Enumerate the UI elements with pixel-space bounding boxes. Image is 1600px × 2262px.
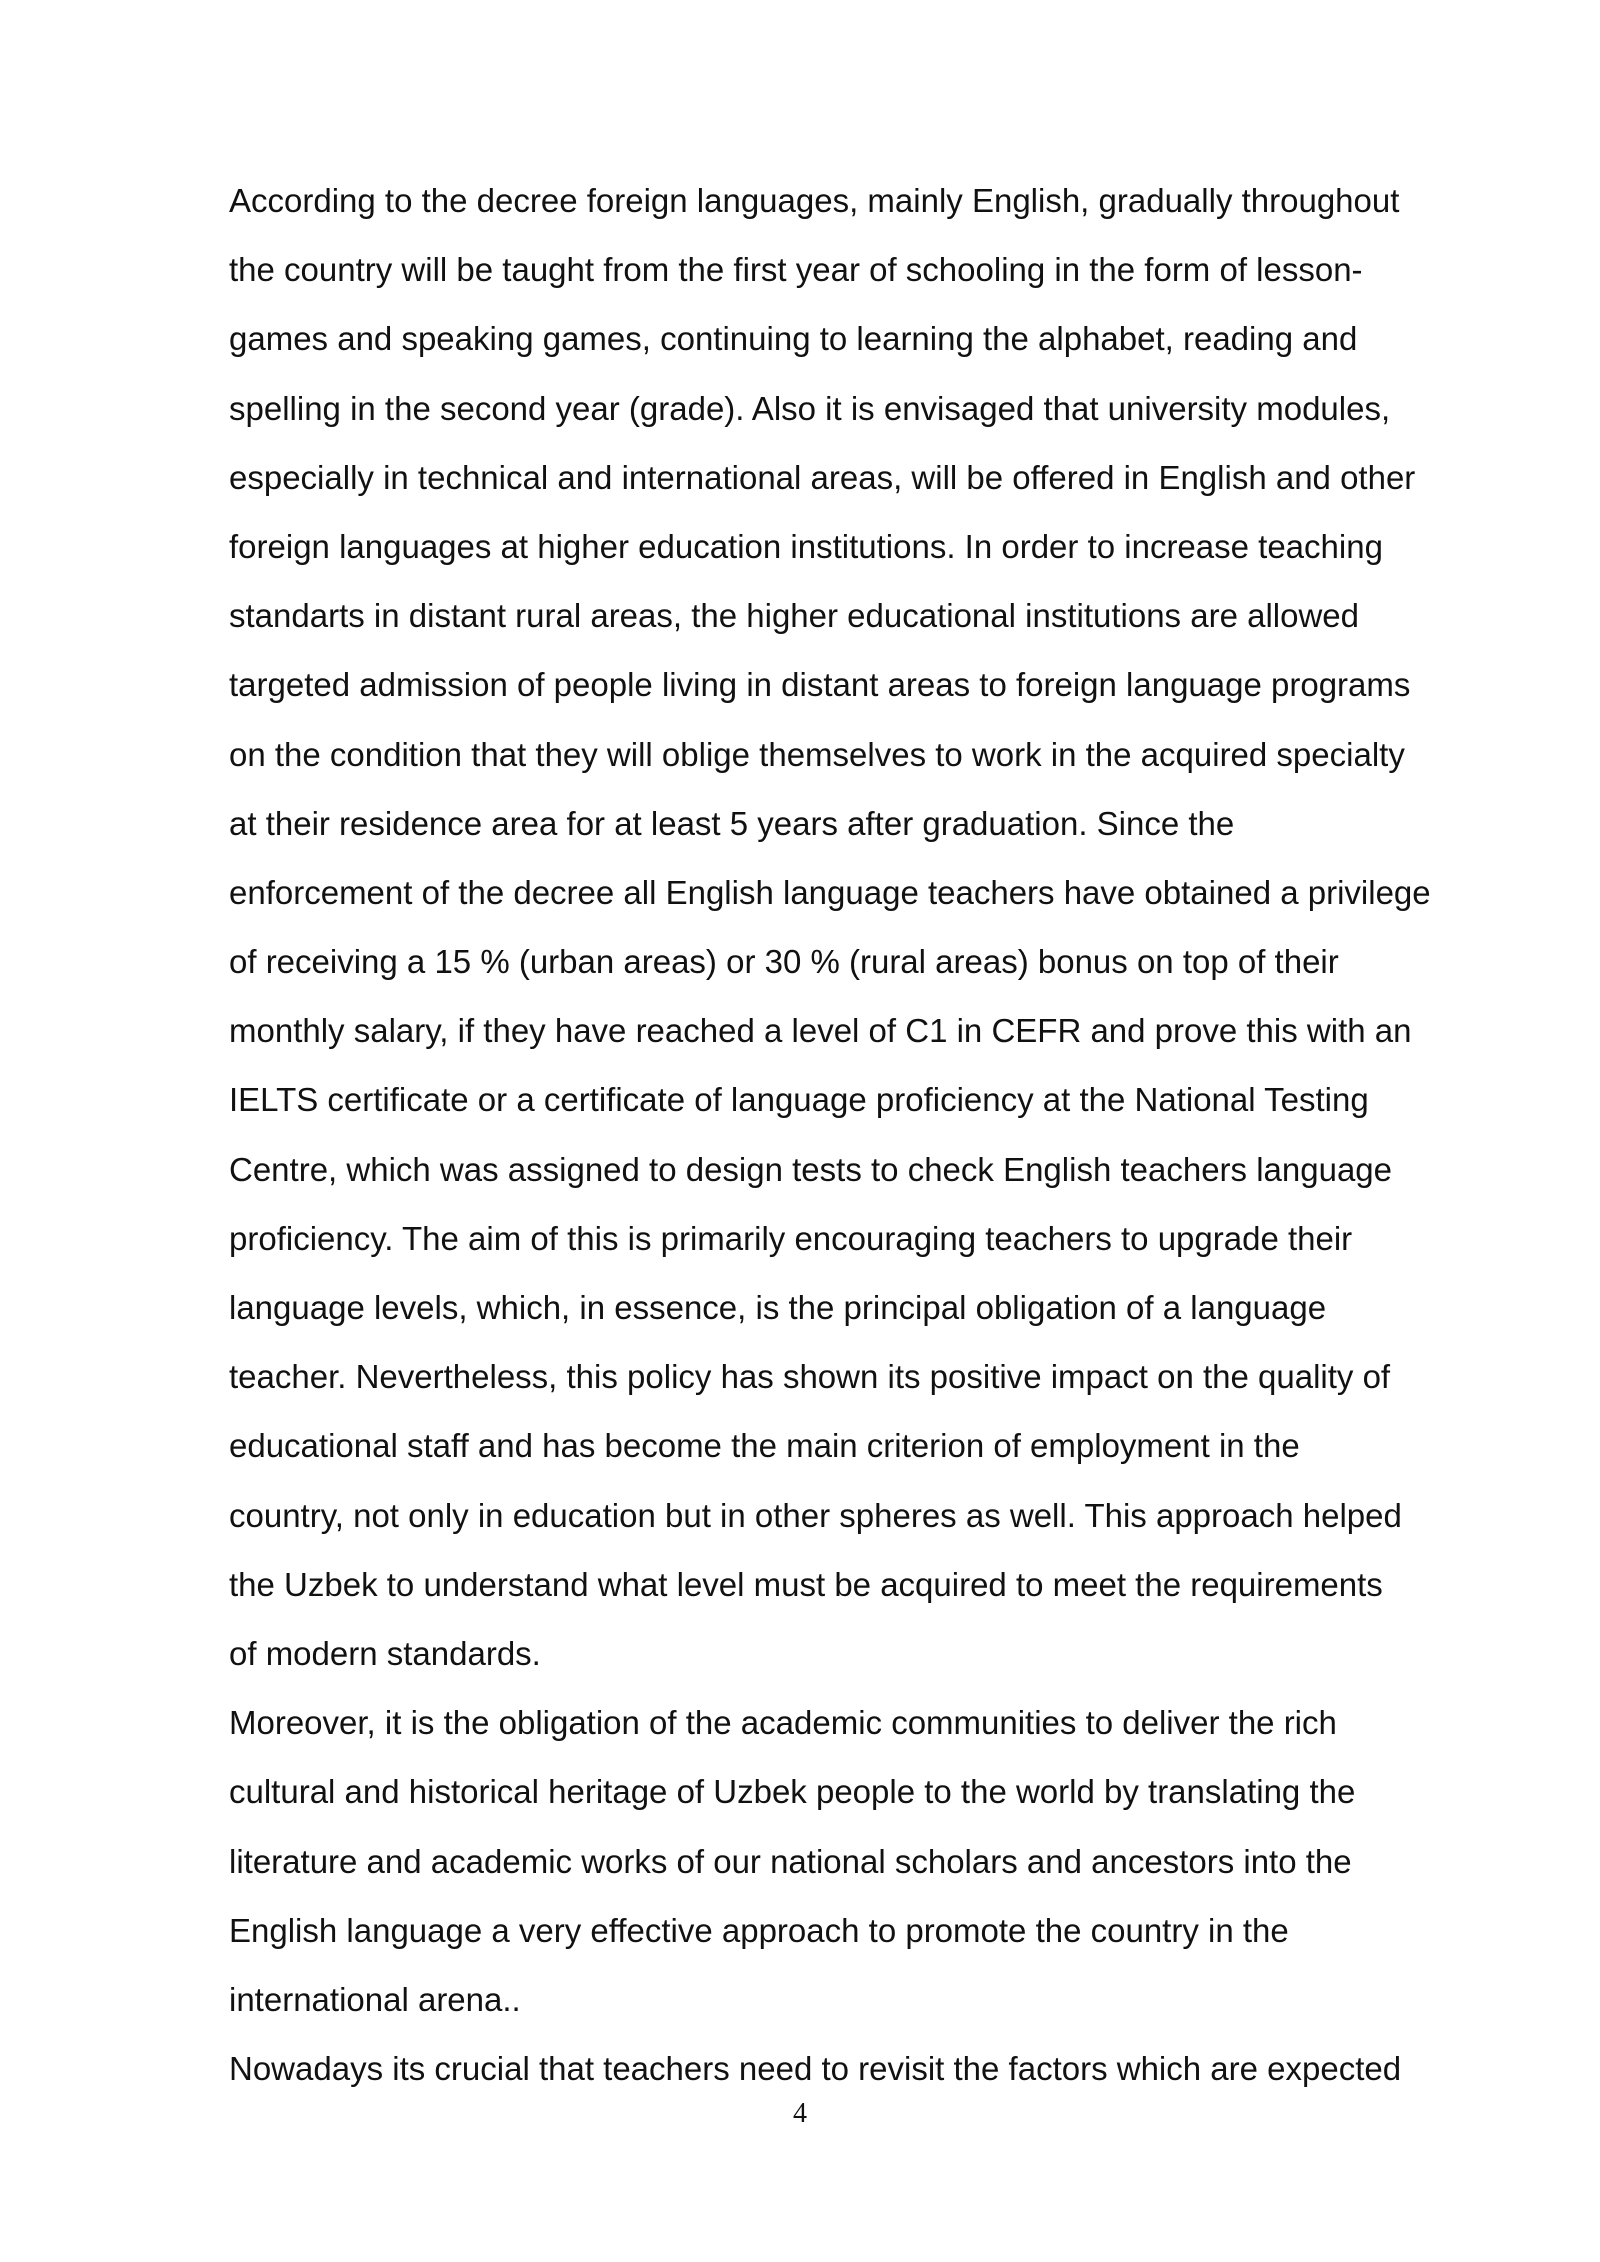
page-number: 4 bbox=[793, 2098, 807, 2129]
text-line: IELTS certificate or a certificate of language proficiency at the National Testing bbox=[229, 1081, 1369, 1119]
text-line: on the condition that they will oblige themselves to work in the acquired specialty bbox=[229, 735, 1405, 773]
text-line: foreign languages at higher education institutions. In order to increase teaching bbox=[229, 527, 1383, 565]
text-line: According to the decree foreign languages, mainly English, gradually throughout bbox=[229, 182, 1400, 219]
text-line: targeted admission of people living in distant areas to foreign language programs bbox=[229, 666, 1411, 704]
text-line: educational staff and has become the main criterion of employment in the bbox=[229, 1427, 1300, 1465]
text-line: proficiency. The aim of this is primarily encouraging teachers to upgrade their bbox=[229, 1219, 1353, 1257]
text-line: especially in technical and international areas, will be offered in English and other bbox=[229, 458, 1416, 496]
text-line: of receiving a 15 % (urban areas) or 30 % (rural areas) bonus on top of their bbox=[229, 943, 1339, 981]
text-line: country, not only in education but in other spheres as well. This approach helped bbox=[229, 1496, 1402, 1534]
text-line: enforcement of the decree all English language teachers have obtained a privilege bbox=[229, 873, 1431, 911]
text-line: literature and academic works of our national scholars and ancestors into the bbox=[229, 1842, 1352, 1880]
text-line: at their residence area for at least 5 years after graduation. Since the bbox=[229, 804, 1235, 842]
text-line: Moreover, it is the obligation of the academic communities to deliver the rich bbox=[229, 1704, 1337, 1742]
text-line: spelling in the second year (grade). Also it is envisaged that university modules, bbox=[229, 389, 1391, 427]
text-line: the country will be taught from the first year of schooling in the form of lesson- bbox=[229, 251, 1363, 289]
text-line: of modern standards. bbox=[229, 1634, 541, 1672]
text-line: monthly salary, if they have reached a level of C1 in CEFR and prove this with an bbox=[229, 1012, 1412, 1050]
text-line: English language a very effective approach to promote the country in the bbox=[229, 1911, 1289, 1949]
text-line: Centre, which was assigned to design tests to check English teachers language bbox=[229, 1150, 1393, 1188]
text-line: the Uzbek to understand what level must be acquired to meet the requirements bbox=[229, 1565, 1383, 1603]
body-text bbox=[229, 166, 1529, 2103]
text-line: standarts in distant rural areas, the higher educational institutions are allowed bbox=[229, 597, 1359, 635]
text-line: international arena.. bbox=[229, 1980, 521, 2018]
text-line: games and speaking games, continuing to learning the alphabet, reading and bbox=[229, 320, 1358, 358]
text-line: Nowadays its crucial that teachers need to revisit the factors which are expected bbox=[229, 2050, 1402, 2088]
text-line: cultural and historical heritage of Uzbek people to the world by translating the bbox=[229, 1773, 1356, 1811]
text-line: language levels, which, in essence, is the principal obligation of a language bbox=[229, 1289, 1327, 1326]
text-line: teacher. Nevertheless, this policy has shown its positive impact on the quality of bbox=[229, 1358, 1391, 1396]
